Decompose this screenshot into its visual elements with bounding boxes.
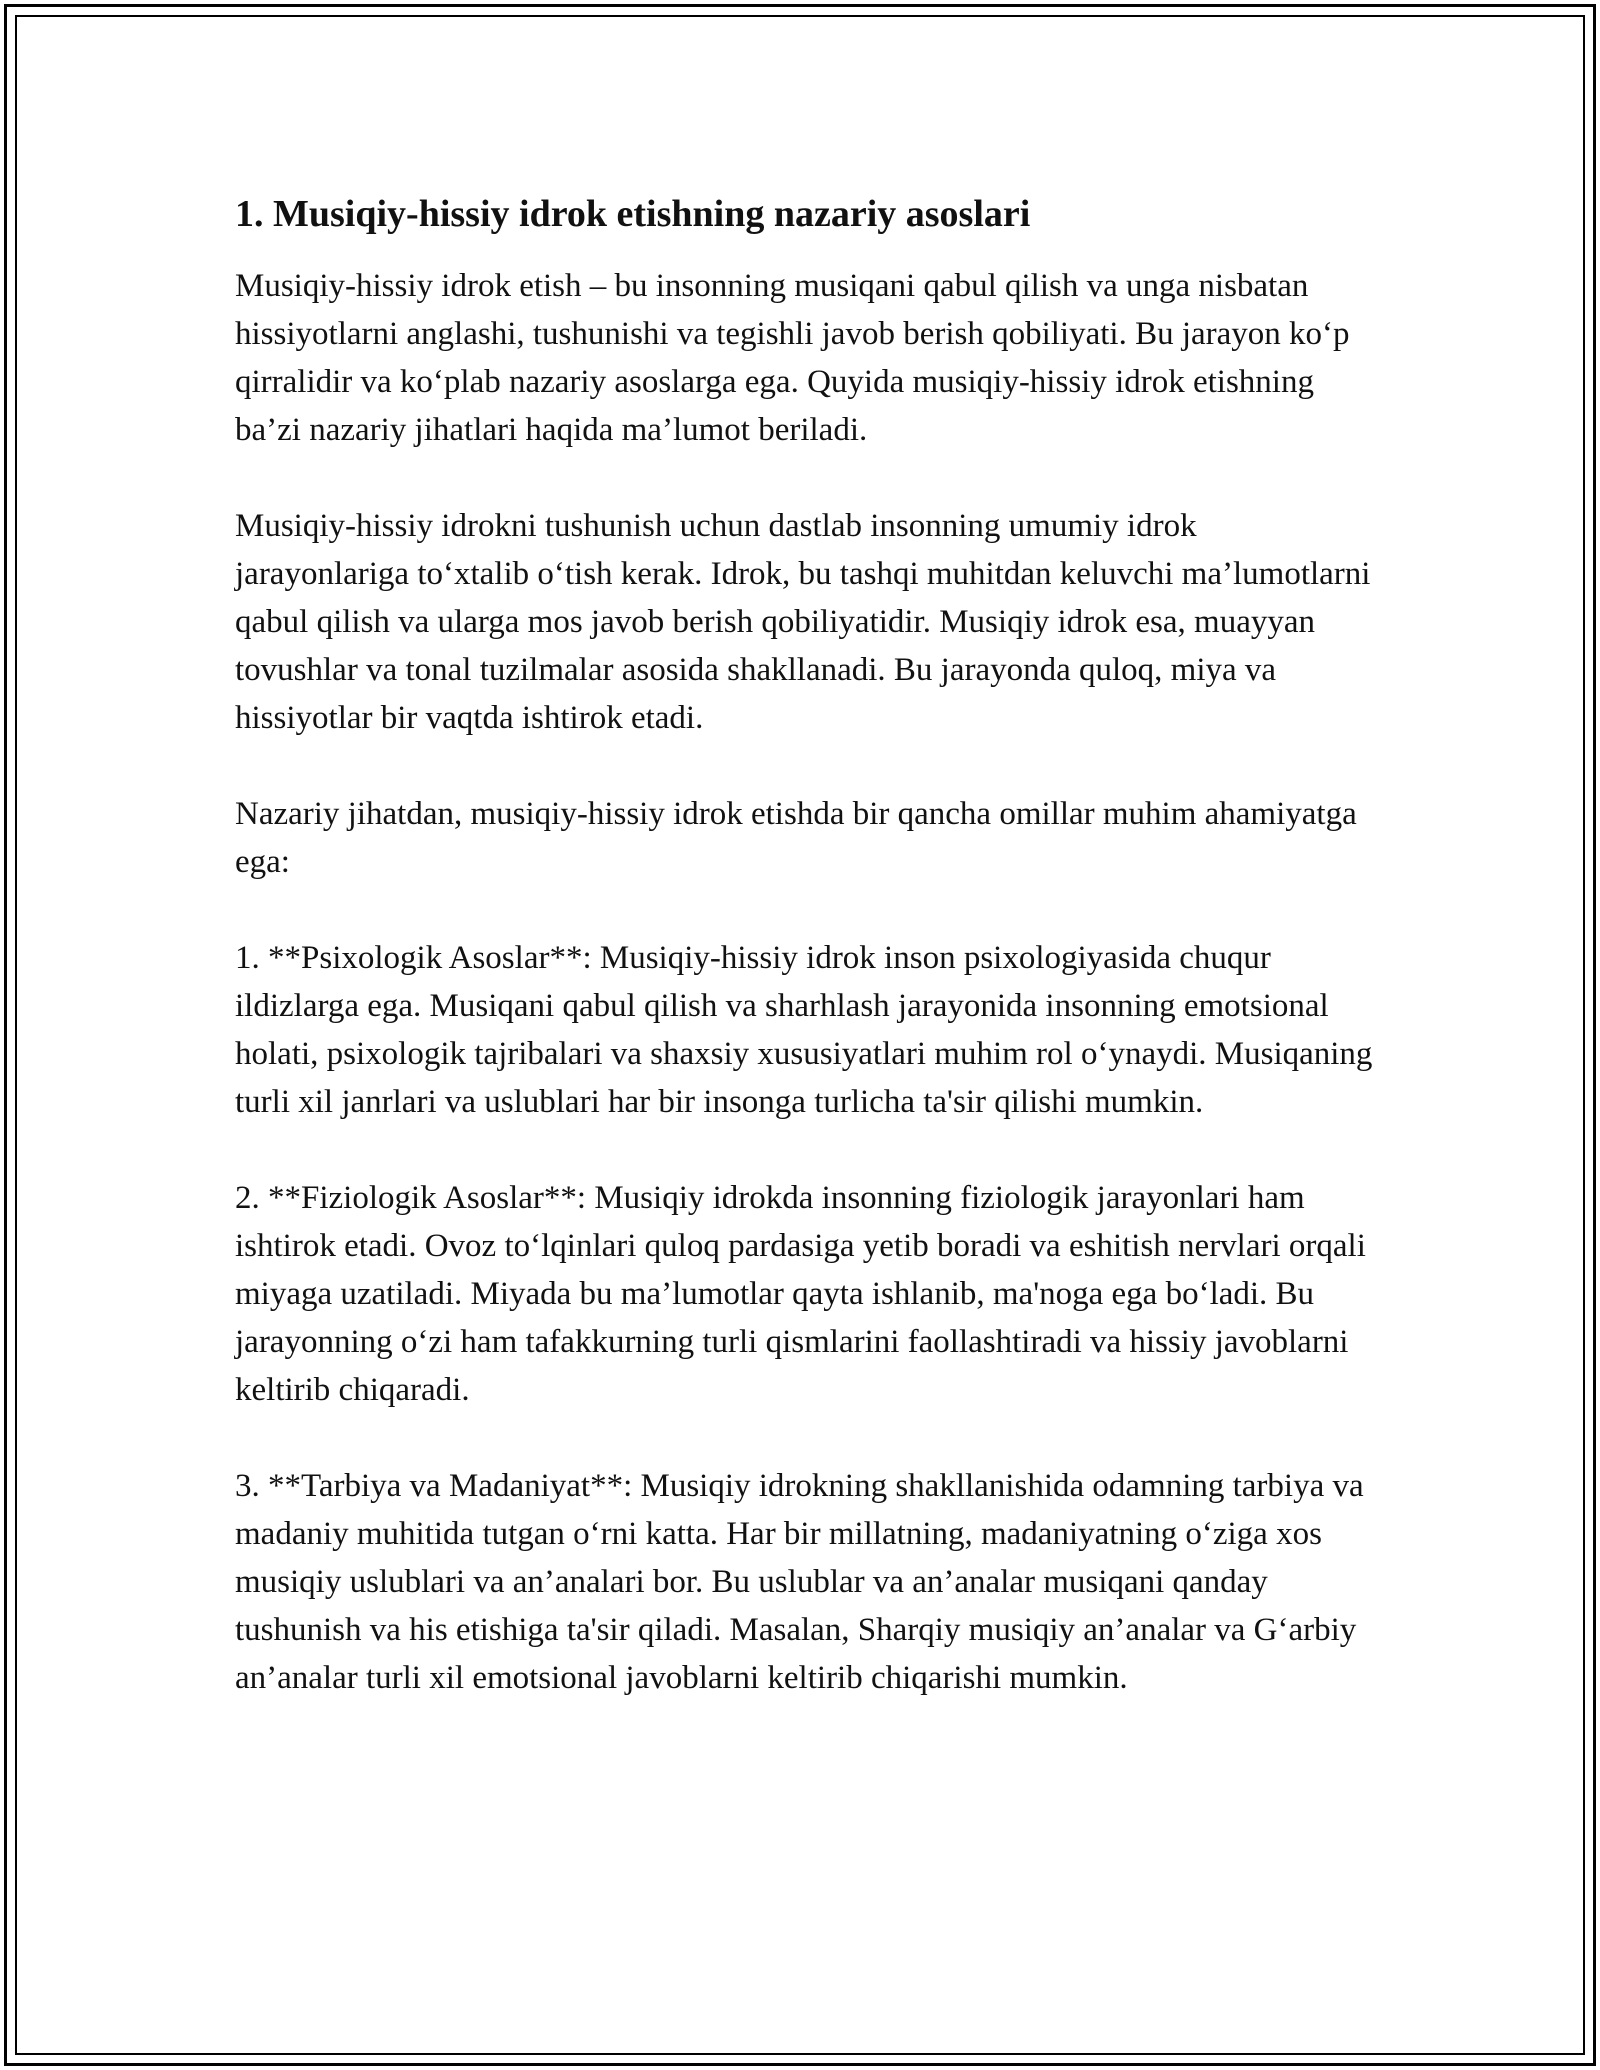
paragraph-psychological: 1. **Psixologik Asoslar**: Musiqiy-hissiy idrok inson psixologiyasida chuqur ildizlarga ega. Musiqani qabul qilish va sharhlash jarayonida insonning emotsional holati, psixologik tajribalari va shaxsiy xususiyatlari muhim rol o‘ynaydi. Musiqaning turli xil janrlari va uslublari har bir insonga turlicha ta'sir qilishi mumkin. [235,940,1373,1120]
paragraph-perception: Musiqiy-hissiy idrokni tushunish uchun dastlab insonning umumiy idrok jarayonlariga to‘xtalib o‘tish kerak. Idrok, bu tashqi muhitdan keluvchi ma’lumotlarni qabul qilish va ularga mos javob berish qobiliyatidir. Musiqiy idrok esa, muayyan tovushlar va tonal tuzilmalar asosida shakllanadi. Bu jarayonda quloq, miya va hissiyotlar bir vaqtda ishtirok etadi. [235,508,1371,736]
paragraph-culture: 3. **Tarbiya va Madaniyat**: Musiqiy idrokning shakllanishida odamning tarbiya va madaniy muhitida tutgan o‘rni katta. Har bir millatning, madaniyatning o‘ziga xos musiqiy uslublari va an’analari bor. Bu uslublar va an’analar musiqani qanday tushunish va his etishiga ta'sir qiladi. Masalan, Sharqiy musiqiy an’analar va G‘arbiy an’analar turli xil emotsional javoblarni keltirib chiqarishi mumkin. [235,1468,1364,1696]
paragraph-physiological: 2. **Fiziologik Asoslar**: Musiqiy idrokda insonning fiziologik jarayonlari ham ishtirok etadi. Ovoz to‘lqinlari quloq pardasiga yetib boradi va eshitish nervlari orqali miyaga uzatiladi. Miyada bu ma’lumotlar qayta ishlanib, ma'noga ega bo‘ladi. Bu jarayonning o‘zi ham tafakkurning turli qismlarini faollashtiradi va hissiy javoblarni keltirib chiqaradi. [235,1180,1366,1408]
paragraph-factors: Nazariy jihatdan, musiqiy-hissiy idrok etishda bir qancha omillar muhim ahamiyatga ega: [235,796,1357,880]
paragraph-intro: Musiqiy-hissiy idrok etish – bu insonning musiqani qabul qilish va unga nisbatan hissiyotlarni anglashi, tushunishi va tegishli javob berish qobiliyati. Bu jarayon ko‘p qirralidir va ko‘plab nazariy asoslarga ega. Quyida musiqiy-hissiy idrok etishning ba’zi nazariy jihatlari haqida ma’lumot beriladi. [235,268,1350,448]
section-heading: 1. Musiqiy-hissiy idrok etishning nazariy asoslari [235,193,1031,235]
document-body [235,180,1375,1750]
